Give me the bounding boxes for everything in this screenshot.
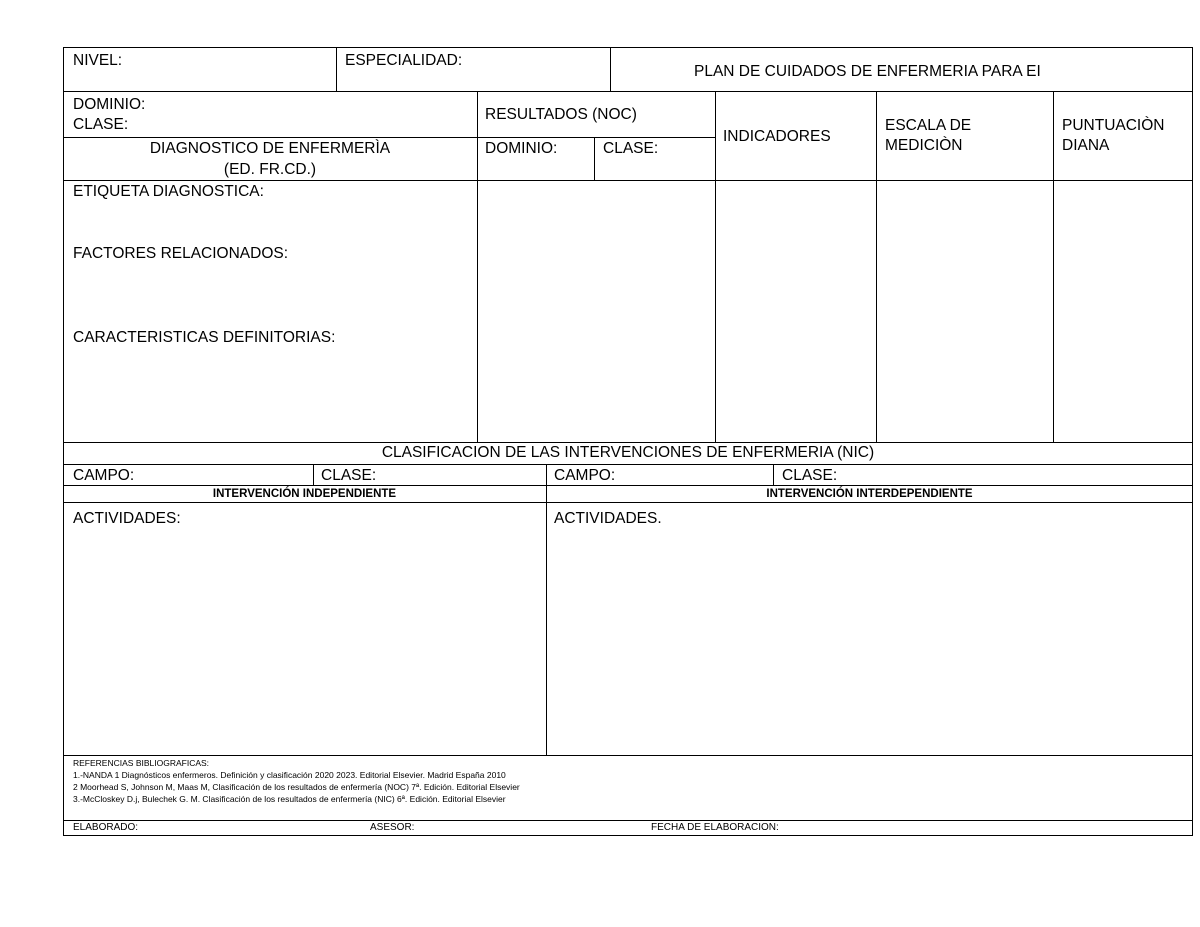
puntuacion-heading-line1: PUNTUACIÒN <box>1062 117 1165 134</box>
noc-dominio-clase-divider <box>594 137 595 180</box>
nic-title: CLASIFICACION DE LAS INTERVENCIONES DE ENFERMERIA (NIC) <box>381 444 875 461</box>
nic-left-campo-divider <box>313 464 314 485</box>
indicadores-divider <box>715 91 716 443</box>
nic-clase-right-label: CLASE: <box>782 467 838 484</box>
clase-label: CLASE: <box>73 116 129 133</box>
header-divider-2 <box>610 47 611 92</box>
nic-right-campo-divider <box>773 464 774 485</box>
escala-heading-line1: ESCALA DE <box>885 117 972 134</box>
elaborado-label: ELABORADO: <box>73 822 139 833</box>
puntuacion-heading-line2: DIANA <box>1062 137 1110 154</box>
dominio-label: DOMINIO: <box>73 96 146 113</box>
actividades-left-label: ACTIVIDADES: <box>73 510 181 527</box>
nic-center-divider <box>546 464 547 756</box>
reference-item: 1.-NANDA 1 Diagnósticos enfermeros. Definición y clasificación 2020 2023. Editorial Elsevier. Madrid España 2010 <box>73 770 506 780</box>
nic-campo-right-label: CAMPO: <box>554 467 616 484</box>
asesor-label: ASESOR: <box>370 822 415 833</box>
nic-campo-line <box>63 485 1193 486</box>
caracteristicas-definitorias-label: CARACTERISTICAS DEFINITORIAS: <box>73 329 336 346</box>
actividades-right-label: ACTIVIDADES. <box>554 510 662 527</box>
noc-divider <box>477 91 478 443</box>
puntuacion-divider <box>1053 91 1054 443</box>
especialidad-label: ESPECIALIDAD: <box>345 52 463 69</box>
reference-item: 2 Moorhead S, Johnson M, Maas M, Clasificación de los resultados de enfermería (NOC) 7ª. Edición. Editorial Elsevier <box>73 782 520 792</box>
intervencion-independiente-heading: INTERVENCIÓN INDEPENDIENTE <box>212 488 397 500</box>
escala-divider <box>876 91 877 443</box>
indicadores-heading: INDICADORES <box>723 128 831 145</box>
noc-dominio-label: DOMINIO: <box>485 140 558 157</box>
references-title: REFERENCIAS BIBLIOGRAFICAS: <box>73 758 210 768</box>
fecha-elaboracion-label: FECHA DE ELABORACION: <box>651 822 779 833</box>
nic-title-line <box>63 464 1193 465</box>
diagnostico-codes: (ED. FR.CD.) <box>223 161 317 178</box>
nic-intervention-line <box>63 502 1193 503</box>
etiqueta-diagnostica-label: ETIQUETA DIAGNOSTICA: <box>73 183 264 200</box>
escala-heading-line2: MEDICIÒN <box>885 137 963 154</box>
footer-row <box>63 820 1193 836</box>
header-bottom-line <box>63 180 1193 181</box>
nivel-label: NIVEL: <box>73 52 123 69</box>
intervencion-interdependiente-heading: INTERVENCIÓN INTERDEPENDIENTE <box>766 488 973 500</box>
noc-resultados-heading: RESULTADOS (NOC) <box>485 106 637 123</box>
header-divider-1 <box>336 47 337 92</box>
noc-clase-label: CLASE: <box>603 140 659 157</box>
diagnostico-heading: DIAGNOSTICO DE ENFERMERÌA <box>149 140 391 157</box>
noc-subheader-line <box>63 137 715 138</box>
nic-campo-left-label: CAMPO: <box>73 467 135 484</box>
nic-clase-left-label: CLASE: <box>321 467 377 484</box>
plan-title: PLAN DE CUIDADOS DE ENFERMERIA PARA EI <box>694 63 1041 80</box>
factores-relacionados-label: FACTORES RELACIONADOS: <box>73 245 289 262</box>
reference-item: 3.-McCloskey D.j, Bulechek G. M. Clasificación de los resultados de enfermería (NIC) 6ª. Edición. Editorial Elsevier <box>73 794 506 804</box>
